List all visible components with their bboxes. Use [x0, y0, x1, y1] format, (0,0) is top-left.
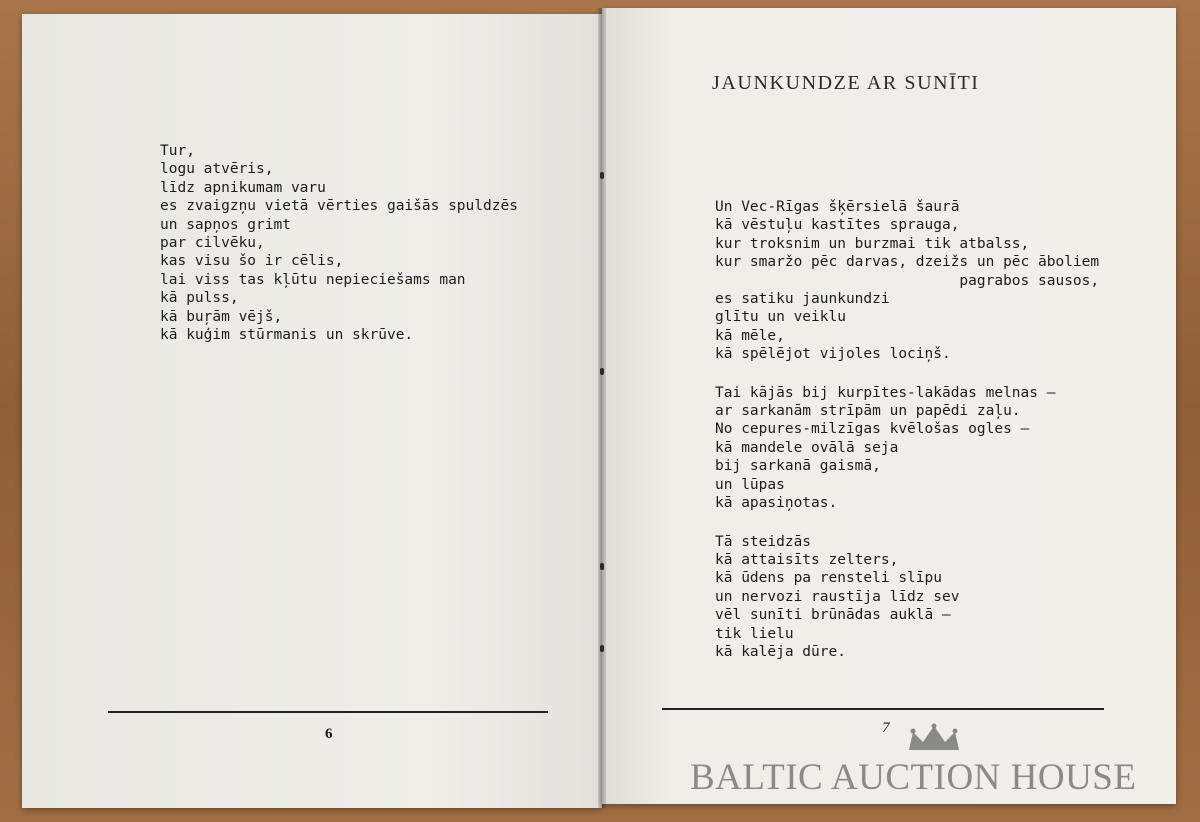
- stanza-gap: [715, 364, 1099, 384]
- page-number: 6: [325, 726, 333, 742]
- watermark-text: BALTIC AUCTION HOUSE: [690, 757, 1137, 798]
- right-poem: [715, 198, 1099, 661]
- poem-line: par cilvēku,: [160, 235, 265, 252]
- poem-line: kā kuģim stūrmanis un skrūve.: [160, 327, 414, 344]
- binding-stitch: [600, 368, 604, 375]
- footer-rule: [662, 708, 1104, 710]
- book-gutter: [598, 8, 606, 808]
- poem-line: kā apasiņotas.: [715, 495, 838, 512]
- poem-line: ar sarkanām strīpām un papēdi zaļu.: [715, 403, 1021, 420]
- poem-line: kur smaržo pēc darvas, dzeižs un pēc āboliem: [715, 254, 1100, 271]
- poem-line: Tai kājās bij kurpītes-lakādas melnas —: [715, 384, 1056, 401]
- poem-title: JAUNKUNDZE AR SUNĪTI: [712, 72, 980, 94]
- poem-line: un lūpas: [715, 476, 785, 493]
- poem-line: un nervozi raustīja līdz sev: [715, 588, 960, 605]
- crown-icon: [905, 722, 963, 754]
- poem-line: glītu un veiklu: [715, 309, 846, 326]
- left-page: [22, 14, 602, 808]
- poem-line: un sapņos grimt: [160, 216, 291, 233]
- poem-line: kā spēlējot vijoles lociņš.: [715, 346, 951, 363]
- poem-line: kā ūdens pa rensteli slīpu: [715, 570, 942, 587]
- poem-line: es satiku jaunkundzi: [715, 291, 890, 308]
- poem-line: tik lielu: [715, 625, 794, 642]
- poem-line: es zvaigzņu vietā vērties gaišās spuldzēs: [160, 198, 518, 215]
- poem-line: kā mēle,: [715, 327, 785, 344]
- stanza-gap: [715, 513, 1099, 533]
- binding-stitch: [600, 563, 604, 570]
- page-number: 7: [882, 720, 890, 736]
- stanza: [715, 533, 1099, 662]
- poem-line: pagrabos sausos,: [715, 272, 1100, 289]
- poem-line: kā vēstuļu kastītes sprauga,: [715, 217, 960, 234]
- stanza: [715, 384, 1099, 513]
- poem-line: logu atvēris,: [160, 161, 274, 178]
- poem-line: kā kalēja dūre.: [715, 643, 846, 660]
- binding-stitch: [600, 172, 604, 179]
- left-poem: [160, 142, 518, 344]
- poem-line: lai viss tas kļūtu nepieciešams man: [160, 271, 466, 288]
- poem-line: bij sarkanā gaismā,: [715, 458, 881, 475]
- poem-line: Un Vec-Rīgas šķērsielā šaurā: [715, 199, 960, 215]
- right-page: [602, 8, 1176, 804]
- poem-line: kā mandele ovālā seja: [715, 439, 899, 456]
- poem-line: No cepures-milzīgas kvēlošas ogles —: [715, 421, 1030, 438]
- poem-line: kā buŗām vējš,: [160, 308, 283, 325]
- poem-line: vēl sunīti brūnādas auklā —: [715, 607, 951, 624]
- poem-line: Tā steidzās: [715, 533, 812, 550]
- poem-line: Tur,: [160, 143, 195, 159]
- poem-line: kur troksnim un burzmai tik atbalss,: [715, 235, 1030, 252]
- poem-line: kā pulss,: [160, 290, 239, 307]
- binding-stitch: [600, 645, 604, 652]
- poem-line: kas visu šo ir cēlis,: [160, 253, 344, 270]
- footer-rule: [108, 711, 548, 713]
- stanza: [715, 198, 1099, 364]
- poem-line: kā attaisīts zelters,: [715, 551, 899, 568]
- poem-line: līdz apnikumam varu: [160, 179, 326, 196]
